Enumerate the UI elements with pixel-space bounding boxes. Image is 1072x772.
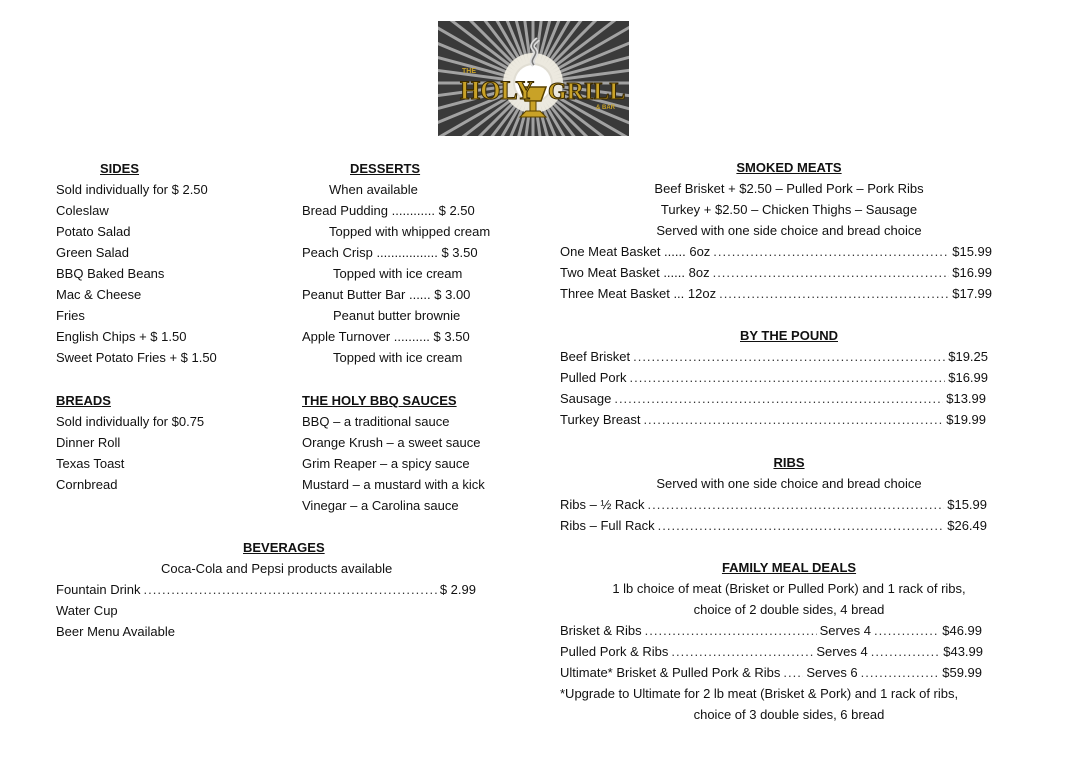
family-row: Brisket & Ribs ..... Serves 4 ..... $46.99 (560, 623, 982, 639)
beverages-note: Coca-Cola and Pepsi products available (161, 561, 393, 576)
pound-row: Beef Brisket ..... $19.25 (560, 349, 988, 365)
logo-text-bar: & BAR (596, 105, 615, 111)
sides-title: SIDES (100, 161, 140, 176)
meat-basket-row: Three Meat Basket ... 12oz ..... $17.99 (560, 286, 992, 302)
family-title: FAMILY MEAL DEALS (721, 560, 857, 575)
sauce-item: Grim Reaper – a spicy sauce (302, 456, 470, 471)
dessert-price-line: Apple Turnover .......... $ 3.50 (302, 329, 470, 344)
pound-row: Sausage ..... $13.99 (560, 391, 986, 407)
desserts-title: DESSERTS (350, 161, 421, 176)
dessert-price-line: Peanut Butter Bar ...... $ 3.00 (302, 287, 471, 302)
meat-basket-row: One Meat Basket ...... 6oz ..... $15.99 (560, 244, 992, 260)
sauce-item: Vinegar – a Carolina sauce (302, 498, 459, 513)
family-row: Pulled Pork & Ribs ..... Serves 4 ..... $43.99 (560, 644, 983, 660)
sauce-item: BBQ – a traditional sauce (302, 414, 450, 429)
dessert-desc: Peanut butter brownie (333, 308, 461, 323)
ribs-title: RIBS (773, 455, 805, 470)
beverage-item: Water Cup (56, 603, 118, 618)
sides-item: BBQ Baked Beans (56, 266, 165, 281)
dessert-price-line: Bread Pudding ............ $ 2.50 (302, 203, 475, 218)
family-row: Ultimate* Brisket & Pulled Pork & Ribs ..... Serves 6 ..... $59.99 (560, 665, 982, 681)
dessert-price-line: Peach Crisp ................. $ 3.50 (302, 245, 478, 260)
holy-grill-logo (438, 21, 629, 136)
by-the-pound-title: BY THE POUND (740, 328, 838, 343)
family-desc: 1 lb choice of meat (Brisket or Pulled Pork) and 1 rack of ribs, (612, 581, 966, 596)
pound-row: Turkey Breast ..... $19.99 (560, 412, 986, 428)
sides-note: Sold individually for $ 2.50 (56, 182, 208, 197)
sauces-title: THE HOLY BBQ SAUCES (302, 393, 457, 408)
sides-item: Potato Salad (56, 224, 131, 239)
sides-item: Sweet Potato Fries + $ 1.50 (56, 350, 217, 365)
ribs-row: Ribs – Full Rack ..... $26.49 (560, 518, 987, 534)
dessert-desc: Topped with ice cream (333, 266, 463, 281)
beverages-title: BEVERAGES (243, 540, 325, 555)
smoked-meats-title: SMOKED MEATS (736, 160, 842, 175)
smoked-meats-line: Served with one side choice and bread choice (656, 223, 922, 238)
smoked-meats-line: Beef Brisket + $2.50 – Pulled Pork – Pork Ribs (654, 181, 924, 196)
smoked-meats-line: Turkey + $2.50 – Chicken Thighs – Sausage (660, 202, 918, 217)
sauce-item: Mustard – a mustard with a kick (302, 477, 485, 492)
logo-text-the: THE (462, 68, 476, 75)
beverage-item: Beer Menu Available (56, 624, 176, 639)
breads-note: Sold individually for $0.75 (56, 414, 205, 429)
breads-item: Texas Toast (56, 456, 125, 471)
sides-item: Fries (56, 308, 85, 323)
sauce-item: Orange Krush – a sweet sauce (302, 435, 481, 450)
dessert-desc: Topped with whipped cream (329, 224, 491, 239)
breads-title: BREADS (56, 393, 111, 408)
family-desc: choice of 2 double sides, 4 bread (693, 602, 885, 617)
sides-item: Mac & Cheese (56, 287, 142, 302)
sides-item: English Chips + $ 1.50 (56, 329, 187, 344)
logo-text-holy: HOLY (460, 76, 535, 105)
pound-row: Pulled Pork ..... $16.99 (560, 370, 988, 386)
breads-item: Dinner Roll (56, 435, 121, 450)
dessert-desc: Topped with ice cream (333, 350, 463, 365)
fountain-drink-name: Fountain Drink (56, 582, 141, 597)
breads-item: Cornbread (56, 477, 118, 492)
family-upgrade: *Upgrade to Ultimate for 2 lb meat (Brisket & Pork) and 1 rack of ribs, (560, 686, 959, 701)
desserts-note: When available (329, 182, 418, 197)
ribs-note: Served with one side choice and bread choice (656, 476, 922, 491)
family-upgrade: choice of 3 double sides, 6 bread (693, 707, 885, 722)
meat-basket-row: Two Meat Basket ...... 8oz ..... $16.99 (560, 265, 992, 281)
sides-item: Green Salad (56, 245, 129, 260)
logo-text-grill: GRILL (548, 79, 626, 105)
fountain-drink-row (56, 582, 476, 598)
ribs-row: Ribs – ½ Rack ..... $15.99 (560, 497, 987, 513)
sides-item: Coleslaw (56, 203, 109, 218)
fountain-drink-price: $ 2.99 (439, 582, 476, 597)
